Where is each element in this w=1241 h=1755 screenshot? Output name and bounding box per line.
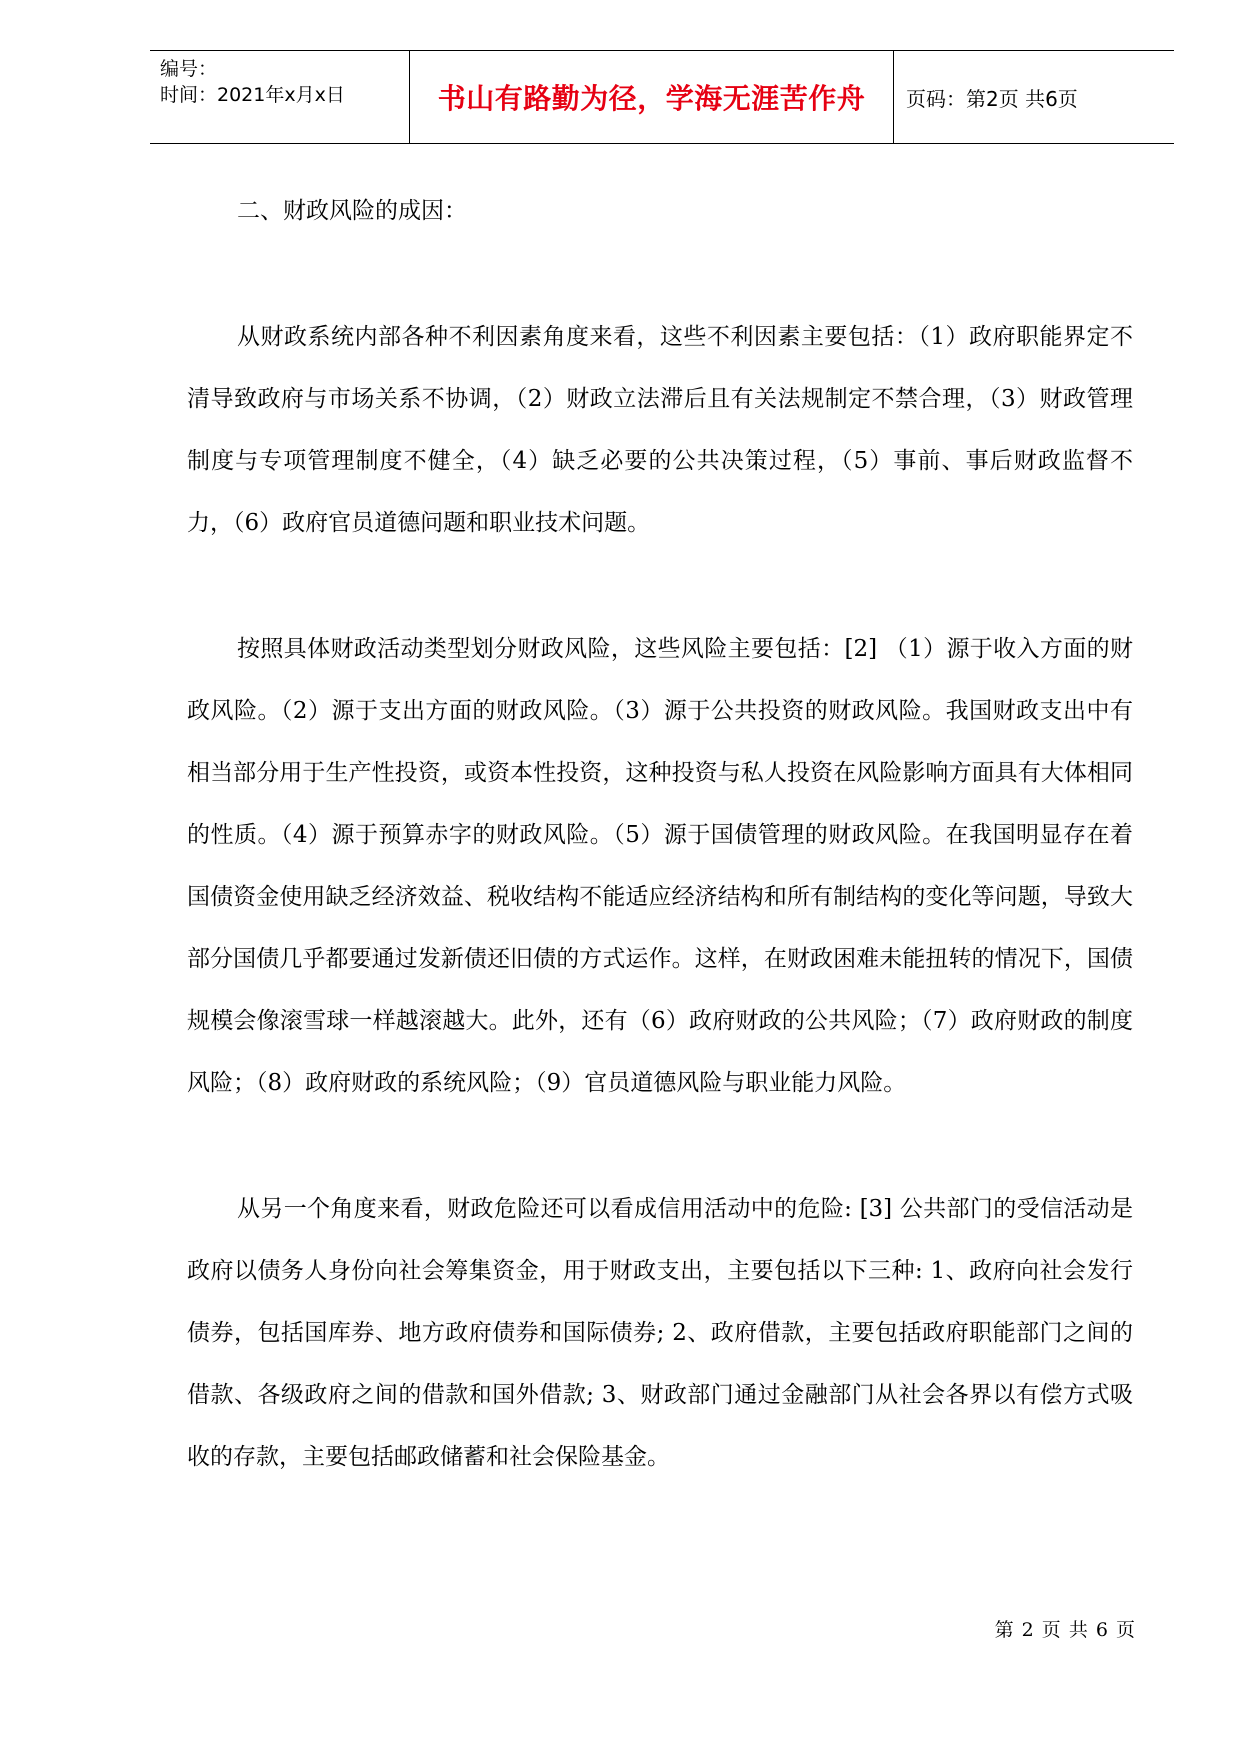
page-header <box>150 50 1174 144</box>
document-body <box>187 180 1133 1552</box>
header-motto: 书山有路勤为径，学海无涯苦作舟 <box>410 51 894 143</box>
paragraph-3: 从另一个角度来看，财政危险还可以看成信用活动中的危险: [3] 公共部门的受信活动是政府以债务人身份向社会筹集资金，用于财政支出，主要包括以下三种: 1、政府向社会发行债券，包括国库券、地方政府债券和国际债券; 2、政府借款，主要包括政府职能部门之间的借款、各级政府之间的借款和国外借款; 3、财政部门通过金融部门从社会各界以有偿方式吸收的存款，主要包括邮政储蓄和社会保险基金。 <box>187 1196 1133 1470</box>
page-footer: 第 2 页 共 6 页 <box>994 1619 1136 1641</box>
header-page-label: 页码：第2页 共6页 <box>906 86 1078 111</box>
number-label: 编号： <box>160 58 218 80</box>
time-label: 时间：2021年x月x日 <box>160 84 345 106</box>
paragraph-2: 按照具体财政活动类型划分财政风险，这些风险主要包括：[2] （1）源于收入方面的财政风险。（2）源于支出方面的财政风险。（3）源于公共投资的财政风险。我国财政支出中有相当部分用于生产性投资，或资本性投资，这种投资与私人投资在风险影响方面具有大体相同的性质。（4）源于预算赤字的财政风险。（5）源于国债管理的财政风险。在我国明显存在着国债资金使用缺乏经济效益、税收结构不能适应经济结构和所有制结构的变化等问题，导致大部分国债几乎都要通过发新债还旧债的方式运作。这样，在财政困难未能扭转的情况下，国债规模会像滚雪球一样越滚越大。此外，还有（6）政府财政的公共风险；（7）政府财政的制度风险；（8）政府财政的系统风险；（9）官员道德风险与职业能力风险。 <box>187 636 1133 1096</box>
header-meta <box>150 51 410 143</box>
section-heading: 二、财政风险的成因： <box>237 198 467 224</box>
paragraph-1: 从财政系统内部各种不利因素角度来看，这些不利因素主要包括：（1）政府职能界定不清导致政府与市场关系不协调，（2）财政立法滞后且有关法规制定不禁合理，（3）财政管理制度与专项管理制度不健全，（4）缺乏必要的公共决策过程，（5）事前、事后财政监督不力，（6）政府官员道德问题和职业技术问题。 <box>187 324 1133 536</box>
